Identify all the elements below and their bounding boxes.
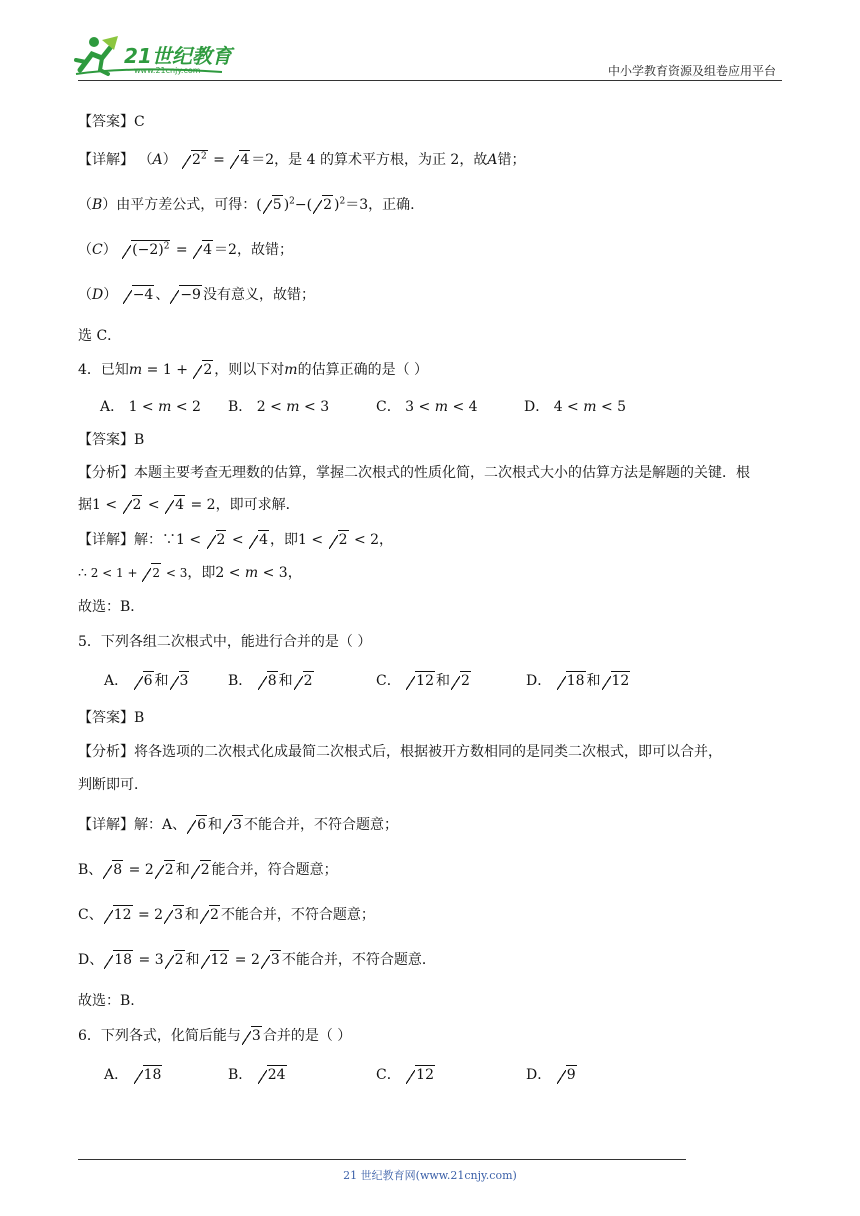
logo [72,30,262,80]
q6-stem: 6．下列各式，化简后能与 3 合并的是（ ） [78,1028,352,1044]
logo-url: www.21cnjy.com [134,66,201,75]
header-platform-text: 中小学教育资源及组卷应用平台 [607,64,776,78]
q4-analysis: 【分析】本题主要考查无理数的估算，掌握二次根式的性质化简，二次根式大小的估算方法是解题的关键．根 [78,465,750,481]
q5-detail-c: C、 12 = 2 3 和 2 不能合并，不符合题意； [78,907,375,923]
q5-detail-a: 【详解】解：A、 6 和 3 不能合并，不符合题意； [78,817,398,833]
q4-stem: 4．已知m = 1 + 2 ，则以下对m的估算正确的是（ ） [78,362,429,378]
radical: 2 [193,360,213,380]
q4-option-a: A． 1 < m < 2 [100,399,201,415]
q5-conclusion: 故选：B. [78,993,135,1009]
q4-therefore: ∴ 2 < 1 + 2 < 3，即2 < m < 3， [78,565,302,581]
q3-detail-a: 【详解】 （A） $2^2 = 4 =2$，是 4 的算术平方根，为正 2，故A错； [78,151,526,168]
q4-answer: 【答案】B [78,432,145,448]
q4-analysis-line2: 据1 < 2 < 4 = 2，即可求解． [78,497,300,513]
footer-link[interactable]: 21 世纪教育网(www.21cnjy.com) [343,1169,517,1182]
radical: 4 [165,495,185,515]
footer-divider [78,1159,686,1160]
radical: $2^2$ [182,150,208,170]
q4-option-d: D． 4 < m < 5 [524,399,627,415]
q4-conclusion: 故选：B． [78,599,145,615]
q3-detail-b: （B）由平方差公式，可得：( 5 )$^2$−( 2 )$^2$＝3，正确. [78,196,415,213]
logo-text: 21世纪教育 [124,44,232,68]
q5-answer: 【答案】B [78,710,145,726]
q5-analysis-line2: 判断即可． [78,777,148,793]
radical: 2 [207,530,227,550]
q3-detail-d: （D） −4 、 −9 没有意义，故错； [78,287,315,303]
q5-option-d: D． 18 和 12 [526,673,630,689]
radical: 5 [263,195,283,215]
q4-option-b: B． 2 < m < 3 [228,399,330,415]
q5-option-c: C． 12 和 2 [376,673,470,689]
q6-option-a: A． 18 [104,1067,162,1083]
q5-stem: 5．下列各组二次根式中，能进行合并的是（ ） [78,634,372,650]
q5-detail-b: B、 8 = 2 2 和 2 能合并，符合题意； [78,862,338,878]
radical: 4 [230,150,250,170]
radical: 2 [142,563,161,583]
radical: −4 [123,285,155,305]
radical: 4 [249,530,269,550]
radical: 2 [123,495,143,515]
q5-detail-d: D、 18 = 3 2 和 12 = 2 3 不能合并，不符合题意． [78,952,436,968]
radical: −9 [170,285,202,305]
q3-answer: 【答案】C [78,114,145,130]
q3-conclusion: 选 C． [78,328,122,344]
q6-option-c: C． 12 [376,1067,434,1083]
header-divider [78,80,782,81]
q4-detail: 【详解】解：∵1 < 2 < 4 ，即1 < 2 < 2， [78,532,394,548]
radical: 4 [193,240,213,260]
q5-option-b: B． 8 和 2 [228,673,313,689]
q5-analysis: 【分析】将各选项的二次根式化成最简二次根式后，根据被开方数相同的是同类二次根式，即可以合并， [78,744,722,760]
q3-detail-c: （C） $(-2)^2 = 4 =2$，故错； [78,241,293,258]
radical: 2 [313,195,333,215]
q4-option-c: C． 3 < m < 4 [376,399,478,415]
q6-option-b: B． 24 [228,1067,286,1083]
q5-option-a: A． 6 和 3 [104,673,189,689]
radical: $(-2)^2$ [122,240,170,260]
radical: 2 [329,530,349,550]
q6-option-d: D． 9 [526,1067,576,1083]
